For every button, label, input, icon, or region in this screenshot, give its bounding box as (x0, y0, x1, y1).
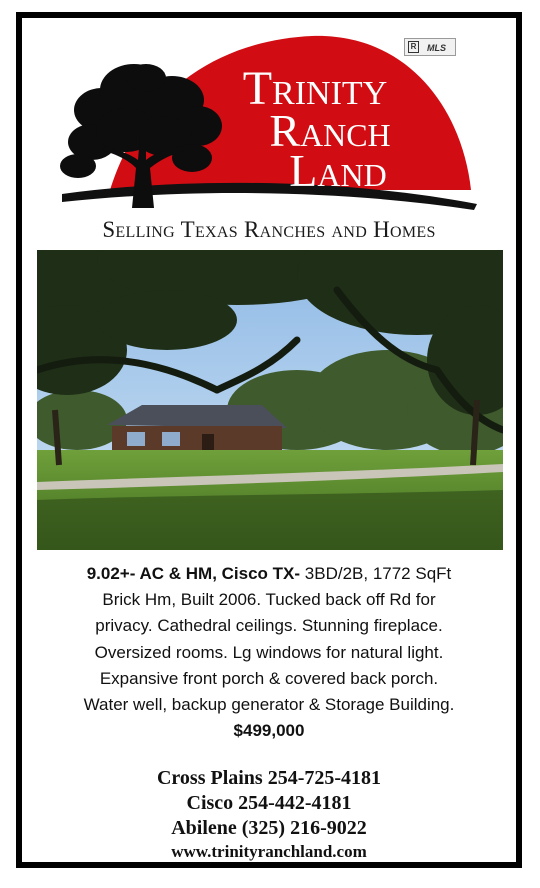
description-line-4: Oversized rooms. Lg windows for natural light. (94, 642, 444, 662)
listing-price: $499,000 (233, 721, 305, 741)
description-line-1 (26, 561, 512, 587)
description-line-5: Expansive front porch & covered back porch. (99, 668, 439, 688)
phone-cisco[interactable]: Cisco 254-442-4181 (186, 792, 352, 814)
description-line-3: privacy. Cathedral ceilings. Stunning fireplace. (95, 616, 443, 636)
property-photo-image (37, 250, 503, 550)
description-line-2: Brick Hm, Built 2006. Tucked back off Rd for (102, 590, 436, 610)
logo-name-trinity: Trinity (242, 62, 388, 115)
listing-headline: 9.02+- AC & HM, Cisco TX- (86, 564, 301, 583)
phone-cross-plains[interactable]: Cross Plains 254-725-4181 (156, 767, 382, 789)
brand-logo (22, 18, 516, 248)
logo-name-ranch: Ranch (269, 105, 391, 156)
mls-badge (404, 38, 456, 56)
brand-tagline: Selling Texas Ranches and Homes (102, 217, 436, 242)
property-photo (37, 250, 503, 550)
mls-label: MLS (427, 43, 446, 53)
logo-name-land: Land (289, 145, 387, 196)
realtor-icon: R (408, 41, 419, 53)
listing-description (26, 561, 512, 744)
phone-abilene[interactable]: Abilene (325) 216-9022 (171, 817, 367, 839)
website-link[interactable]: www.trinityranchland.com (171, 842, 367, 861)
description-line-6: Water well, backup generator & Storage Building. (83, 695, 455, 715)
listing-ad (16, 12, 522, 868)
listing-specs: 3BD/2B, 1772 SqFt (300, 564, 452, 583)
contact-block (22, 766, 516, 863)
